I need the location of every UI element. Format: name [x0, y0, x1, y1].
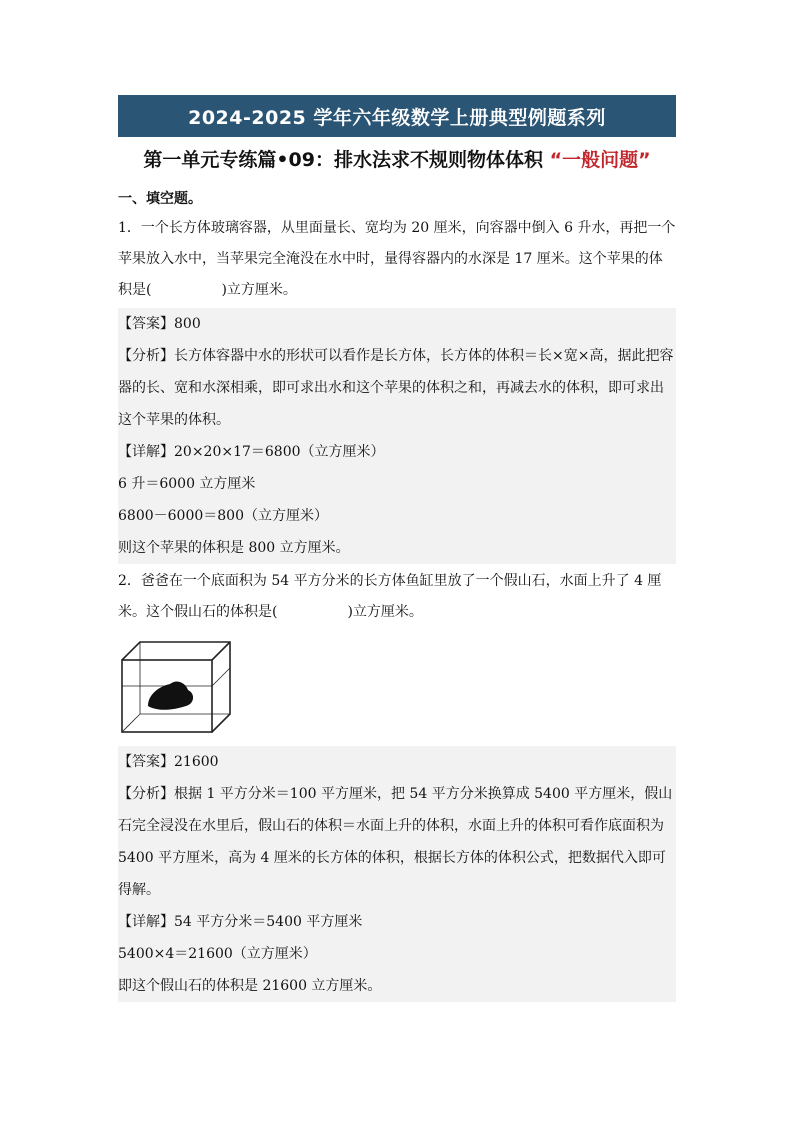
- question-1-text-end: )立方厘米。: [221, 282, 297, 298]
- answer-block-2: [118, 746, 676, 1002]
- detail-tag: 【详解】: [118, 914, 174, 930]
- title-main: 第一单元专练篇•09：排水法求不规则物体体积: [143, 149, 543, 171]
- answer-value: 21600: [174, 754, 219, 770]
- answer-tag: 【答案】: [118, 316, 174, 332]
- water-line: [212, 668, 230, 686]
- answer-line: [118, 746, 676, 778]
- question-1: [118, 213, 676, 306]
- detail-step: 6 升＝6000 立方厘米: [118, 476, 256, 492]
- detail-line: [118, 436, 676, 468]
- analysis-text: 长方体容器中水的形状可以看作是长方体，长方体的体积＝长×宽×高，据此把容器的长、宽和水深相乘，即可求出水和这个苹果的体积之和，再减去水的体积，即可求出这个苹果的体积。: [118, 348, 674, 428]
- detail-conclusion: 则这个苹果的体积是 800 立方厘米。: [118, 540, 350, 556]
- analysis-tag: 【分析】: [118, 786, 174, 802]
- series-banner: 2024-2025 学年六年级数学上册典型例题系列: [118, 95, 676, 137]
- answer-value: 800: [174, 316, 201, 332]
- answer-line: [118, 308, 676, 340]
- analysis-line: [118, 778, 676, 906]
- question-2: [118, 566, 676, 628]
- question-2-text: 2．爸爸在一个底面积为 54 平方分米的长方体鱼缸里放了一个假山石，水面上升了 4 厘米。这个假山石的体积是(: [118, 573, 662, 620]
- tank-hidden-edge: [122, 714, 140, 732]
- detail-step: 6800－6000＝800（立方厘米）: [118, 508, 328, 524]
- detail-line: [118, 906, 676, 938]
- detail-conclusion: 即这个假山石的体积是 21600 立方厘米。: [118, 978, 382, 994]
- detail-step: 20×20×17＝6800（立方厘米）: [174, 444, 385, 460]
- page-title: [118, 145, 676, 175]
- question-2-text-end: )立方厘米。: [347, 604, 423, 620]
- document-page: [118, 95, 676, 1002]
- answer-tag: 【答案】: [118, 754, 174, 770]
- question-1-text: 1．一个长方体玻璃容器，从里面量长、宽均为 20 厘米，向容器中倒入 6 升水，再把一个苹果放入水中，当苹果完全淹没在水中时，量得容器内的水深是 17 厘米。这个苹果的体积是(: [118, 220, 676, 298]
- analysis-tag: 【分析】: [118, 348, 174, 364]
- detail-step: 5400×4＝21600（立方厘米）: [118, 946, 317, 962]
- detail-step: 54 平方分米＝5400 平方厘米: [174, 914, 363, 930]
- fish-tank-figure: [120, 638, 240, 734]
- section-heading: 一、填空题。: [118, 191, 202, 207]
- title-highlight: “一般问题”: [549, 149, 651, 171]
- detail-tag: 【详解】: [118, 444, 174, 460]
- answer-block-1: [118, 308, 676, 564]
- tank-edge: [212, 642, 230, 660]
- analysis-text: 根据 1 平方分米＝100 平方厘米，把 54 平方分米换算成 5400 平方厘米，假山石完全浸没在水里后，假山石的体积＝水面上升的体积，水面上升的体积可看作底面积为 5400 平方厘米，高为 4 厘米的长方体的体积，根据长方体的体积公式，把数据代入即可得解。: [118, 786, 673, 898]
- analysis-line: [118, 340, 676, 436]
